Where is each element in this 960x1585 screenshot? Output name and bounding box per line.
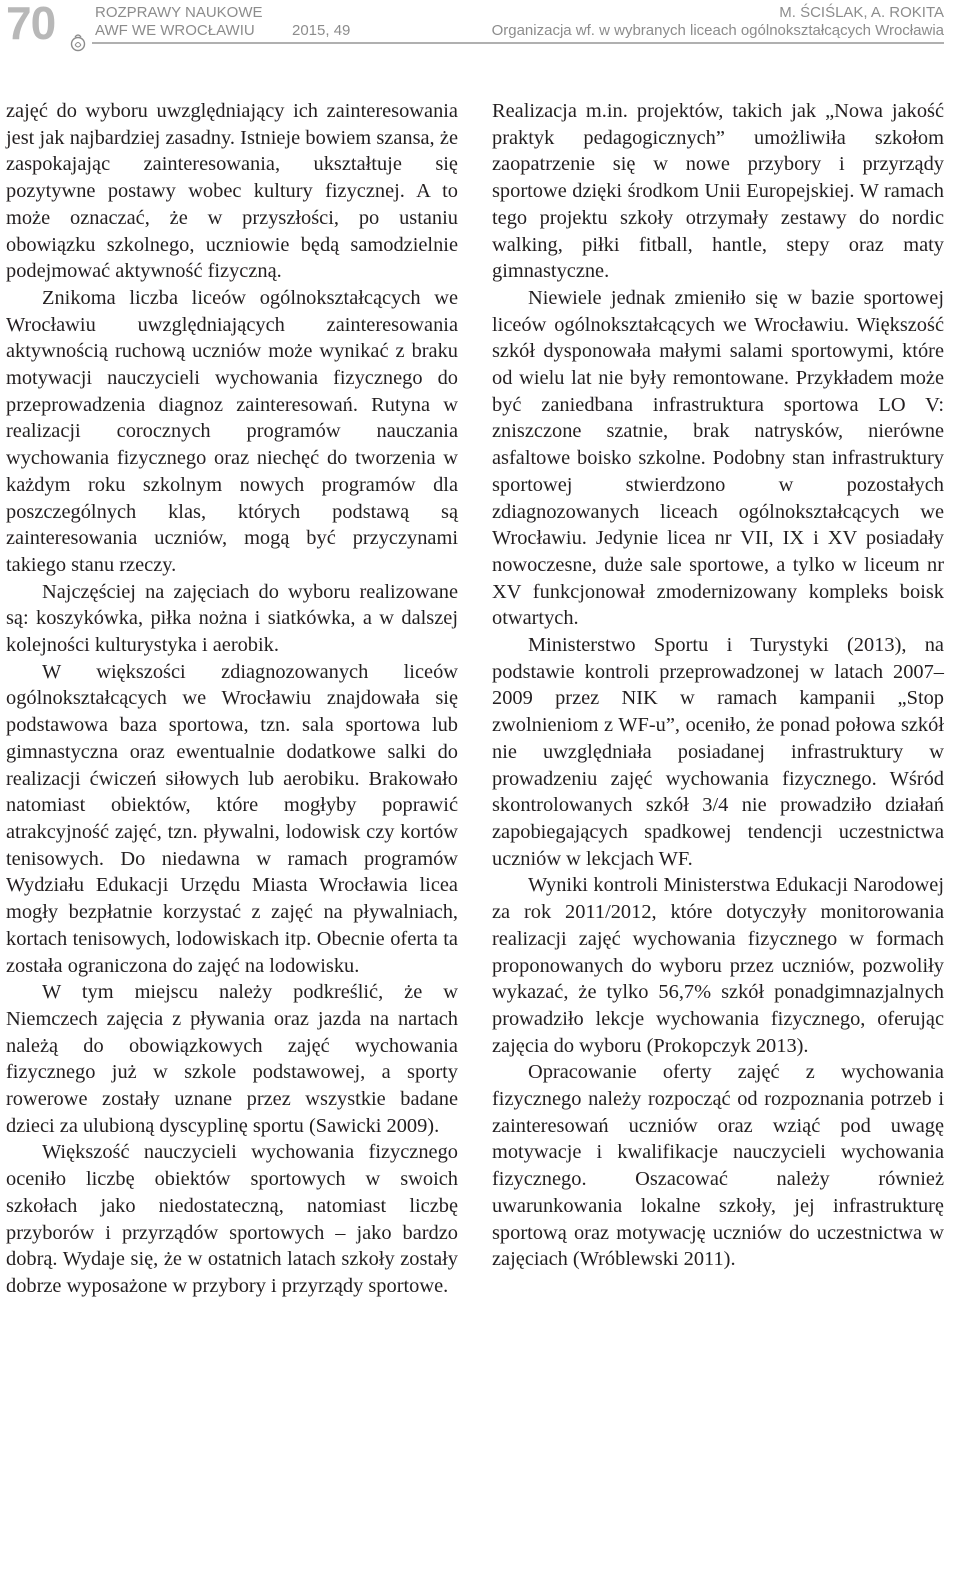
journal-volume: 2015, 49 <box>292 22 351 39</box>
left-column <box>6 98 458 1300</box>
paragraph: Ministerstwo Sportu i Turystyki (2013), na podstawie kontroli przeprowadzonej w latach 2007–2009 przez NIK w ramach kampanii „Stop zwolnieniom z WF-u”, oceniło, że ponad połowa szkół nie uwzględniała posiadanej infrastruktury w prowadzeniu zajęć wychowania fizycznego. Wśród skontrolowanych szkół 3/4 nie prowadziło działań zapobiegających spadkowej tendencji uczestnictwa uczniów w lekcjach WF. <box>492 634 944 870</box>
paragraph: Większość nauczycieli wychowania fizycznego oceniło liczbę obiektów sportowych w swoich szkołach jako niedostateczną, natomiast liczbę przyborów i przyrządów sportowych – jako bardzo dobrą. Wydaje się, że w ostatnich latach szkoły zostały dobrze wyposażone w przybory i przyrządy sportowe. <box>6 1141 458 1297</box>
page-header <box>0 0 960 50</box>
page-number: 70 <box>6 0 56 49</box>
journal-institution: AWF WE WROCŁAWIU <box>95 22 255 39</box>
paragraph: Najczęściej na zajęciach do wyboru realizowane są: koszykówka, piłka nożna i siatkówka, a w dalszej kolejności kulturystyka i aerobik. <box>6 580 458 657</box>
journal-name: ROZPRAWY NAUKOWE <box>95 4 263 21</box>
paragraph: Realizacja m.in. projektów, takich jak „Nowa jakość praktyk pedagogicznych” umożliwiła szkołom zaopatrzenie się w nowe przybory i przyrządy sportowe dzięki środkom Unii Europejskiej. W ramach tego projektu szkoły otrzymały zestawy do nordic walking, piłki fitball, hantle, stepy oraz maty gimnastyczne. <box>492 100 944 283</box>
paragraph: Wyniki kontroli Ministerstwa Edukacji Narodowej za rok 2011/2012, które dotyczyły monitorowania realizacji zajęć wychowania fizycznego w formach proponowanych do wyboru przez uczniów, pozwoliły wykazać, że tylko 56,7% szkół ponadgimnazjalnych prowadziło lekcje wychowania fizycznego, oferując zajęcia do wyboru (Prokopczyk 2013). <box>492 874 944 1057</box>
running-title: Organizacja wf. w wybranych liceach ogólnokształcących Wrocławia <box>491 22 944 39</box>
article-authors: M. ŚCIŚLAK, A. ROKITA <box>779 4 944 21</box>
paragraph: W większości zdiagnozowanych liceów ogólnokształcących we Wrocławiu znajdowała się podstawowa baza sportowa, tzn. sala sportowa lub gimnastyczna oraz ewentualnie dodatkowe salki do realizacji ćwiczeń siłowych lub aerobiku. Brakowało natomiast obiektów, które mogłyby poprawić atrakcyjność zajęć, tzn. pływalni, lodowisk czy kortów tenisowych. Do niedawna w ramach programów Wydziału Edukacji Urzędu Miasta Wrocławia licea mogły bezpłatnie korzystać z zajęć na pływalniach, kortach tenisowych, lodowiskach itp. Obecnie oferta ta została ograniczona do zajęć na lodowisku. <box>6 660 458 977</box>
paragraph: Znikoma liczba liceów ogólnokształcących we Wrocławiu uwzględniających zainteresowania aktywnością ruchową uczniów może wynikać z braku motywacji nauczycieli wychowania fizycznego do przeprowadzenia diagnoz zainteresowań. Rutyna w realizacji corocznych programów nauczania wychowania fizycznego oraz niechęć do tworzenia w każdym roku szkolnym nowych programów dla poszczególnych klas, których podstawą są zainteresowania uczniów, mogą być przyczynami takiego stanu rzeczy. <box>6 286 458 576</box>
paragraph: W tym miejscu należy podkreślić, że w Niemczech zajęcia z pływania oraz jazda na nartach należą do obowiązkowych zajęć wychowania fizycznego już w szkole podstawowej, a sporty rowerowe zostały uznane przez wszystkie badane dzieci za ulubioną dyscyplinę sportu (Sawicki 2009). <box>6 981 458 1137</box>
header-rule <box>92 42 944 44</box>
publisher-logo-icon <box>70 34 86 52</box>
paragraph: Opracowanie oferty zajęć z wychowania fizycznego należy rozpocząć od rozpoznania potrzeb i zainteresowań uczniów oraz wziąć pod uwagę motywacje i kwalifikacje nauczycieli wychowania fizycznego. Oszacować należy również uwarunkowania lokalne szkoły, jej infrastrukturę sportową oraz motywację uczniów do uczestnictwa w zajęciach (Wróblewski 2011). <box>492 1061 944 1271</box>
paragraph: Niewiele jednak zmieniło się w bazie sportowej liceów ogólnokształcących we Wrocławiu. Większość szkół dysponowała małymi salami sportowymi, które od wielu lat nie były remontowane. Przykładem może być zaniedbana infrastruktura sportowa LO V: zniszczone szatnie, brak natrysków, nierówne asfaltowe boisko szkolne. Podobny stan infrastruktury sportowej stwierdzono w pozostałych zdiagnozowanych liceach ogólnokształcących we Wrocławiu. Jedynie licea nr VII, IX i XV posiadały nowoczesne, duże sale sportowe, a tylko w liceum nr XV funkcjonował zmodernizowany kompleks boisk otwartych. <box>492 286 944 630</box>
right-column <box>492 98 944 1273</box>
paragraph: zajęć do wyboru uwzględniający ich zainteresowania jest jak najbardziej zasadny. Istnieje bowiem szansa, że zaspokajając zainteresowania, ukształtuje się pozytywne postawy wobec kultury fizycznej. A to może oznaczać, że w przyszłości, po ustaniu obowiązku szkolnego, uczniowie będą samodzielnie podejmować aktywność fizyczną. <box>6 100 458 283</box>
